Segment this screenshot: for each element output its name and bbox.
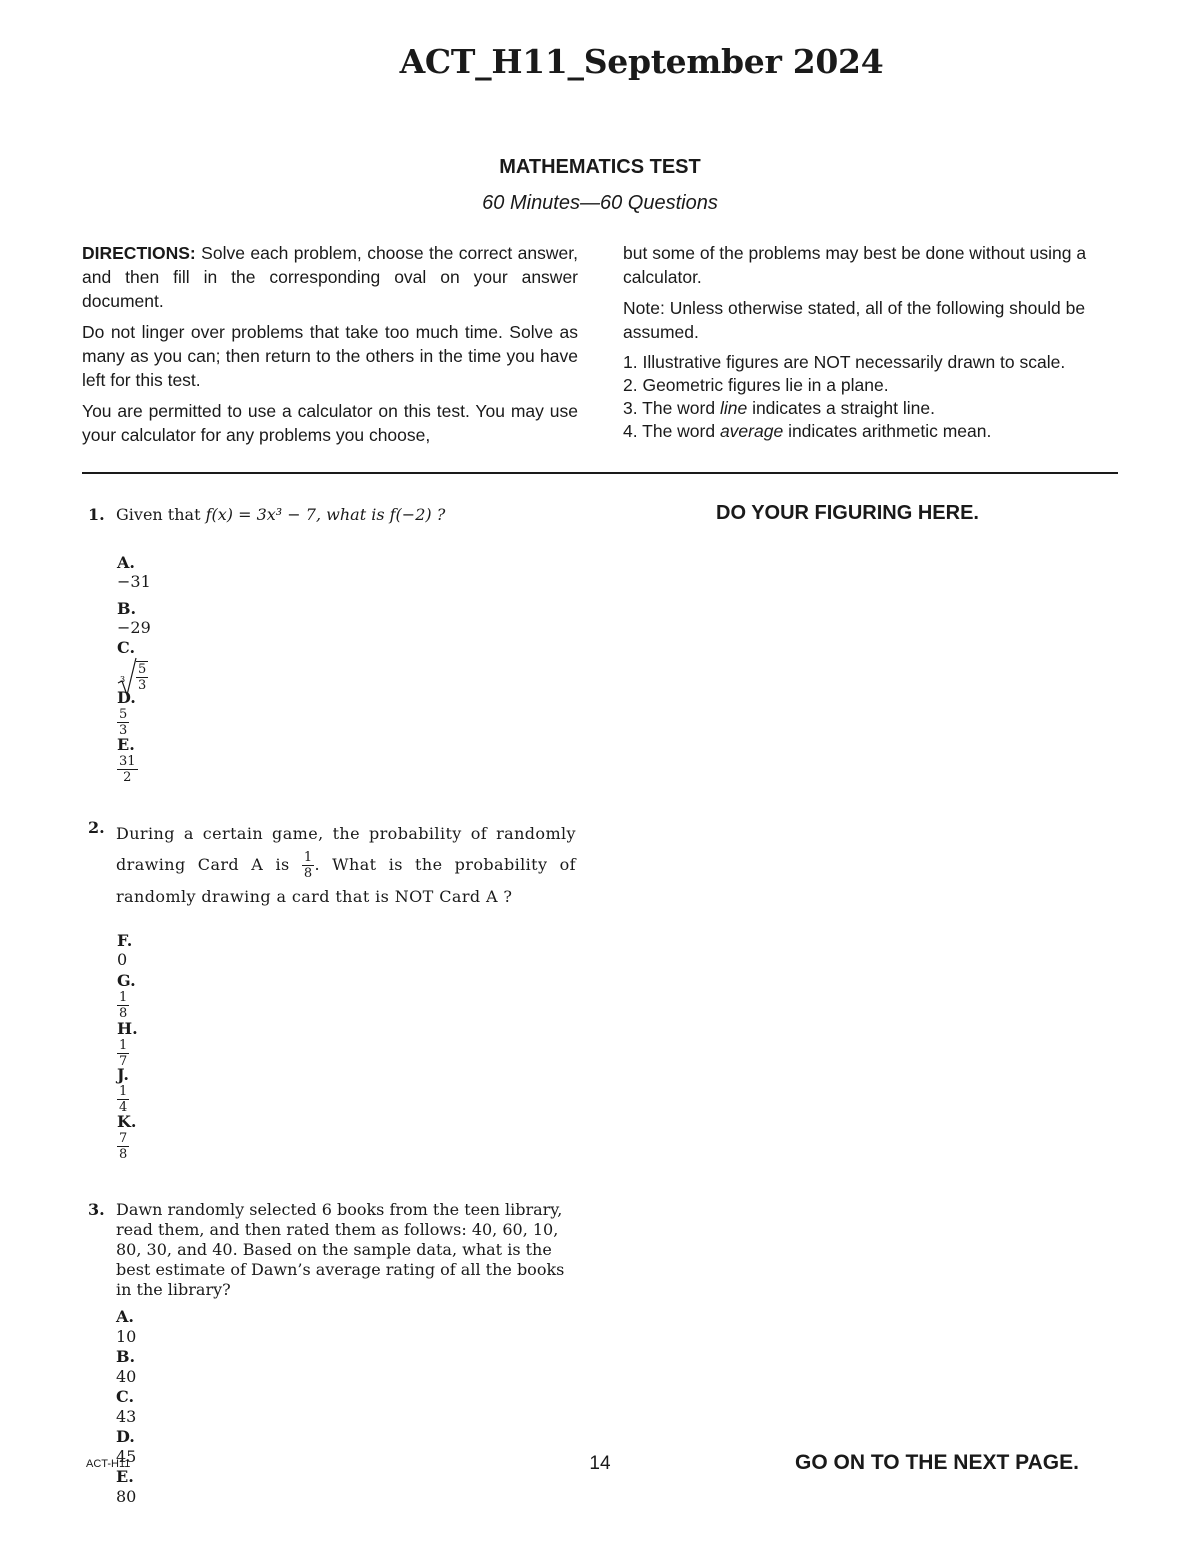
numerator: 1 [119,1084,128,1099]
option-value: 10 [116,1327,137,1346]
option-label: C. [116,1387,135,1406]
question-number: 1. [88,505,105,524]
note-item-4 [623,420,1119,443]
numerator: 31 [119,754,136,769]
directions-text: Solve each problem, choose the correct answer, and then fill in the corresponding oval on your answer document. [82,243,578,311]
option-label: H. [117,1019,138,1038]
question-text [116,505,445,524]
option-f[interactable] [117,931,155,969]
denominator: 3 [119,723,128,738]
page-number: 14 [589,1453,611,1474]
note-3-em: line [719,398,748,418]
option-c[interactable] [116,1387,143,1427]
section-divider [82,472,1118,474]
option-g[interactable] [117,970,155,1021]
denominator: 8 [119,1147,128,1162]
option-label: E. [117,735,135,754]
option-label: A. [116,1307,134,1326]
option-a[interactable] [117,553,155,591]
option-label: K. [117,1112,137,1131]
directions-right-column [623,241,1119,443]
note-4-em: average [719,421,784,441]
denominator: 7 [119,1054,128,1069]
option-label: C. [117,638,136,657]
option-label: D. [117,688,136,707]
option-label: D. [116,1427,135,1446]
note-item-3 [623,397,1119,420]
question-text-pre: Given that [116,505,206,524]
question-text-pre: During a certain game, the probability of randomly drawing Card A is [116,824,576,874]
option-label: E. [116,1467,134,1486]
test-title: MATHEMATICS TEST [499,156,701,178]
option-value: 80 [116,1487,137,1506]
option-b[interactable] [116,1347,143,1387]
option-value: 43 [116,1407,137,1426]
directions-left-column [82,241,578,454]
denominator: 3 [138,678,147,693]
note-4-post: indicates arithmetic mean. [783,421,992,441]
directions-paragraph-3: You are permitted to use a calculator on this test. You may use your calculator for any problems you choose, [82,401,578,445]
directions-label: DIRECTIONS: [82,243,196,263]
option-value: 45 [116,1447,137,1466]
question-math: f(x) = 3x³ − 7, what is f(−2) ? [205,505,446,524]
note-3-post: indicates a straight line. [747,398,935,418]
option-b[interactable] [117,599,155,637]
option-label: F. [117,931,133,950]
option-j[interactable] [117,1064,155,1115]
denominator: 2 [123,770,132,785]
fraction [117,1131,129,1162]
directions-paragraph-4: but some of the problems may best be done without using a calculator. [623,243,1087,287]
directions-paragraph-2: Do not linger over problems that take too much time. Solve as many as you can; then return to the others in the time you have left for this test. [82,322,578,390]
question-number: 3. [88,1200,105,1219]
footer-form-code: ACT-H11 [86,1458,131,1470]
option-list [116,1307,143,1507]
note-4-pre: 4. The word [623,421,720,441]
question-text: Dawn randomly selected 6 books from the teen library, read them, and then rated them as follows: 40, 60, 10, 80, 30, and 40. Based on the sample data, what is the best estimate of Dawn’s average rating of all the books in the library? [116,1200,565,1299]
option-value: −29 [117,618,151,637]
denominator: 4 [119,1100,128,1115]
option-a[interactable] [116,1307,143,1347]
option-value: 0 [117,950,128,969]
note-item-1: 1. Illustrative figures are NOT necessarily drawn to scale. [623,352,1066,372]
option-label: J. [117,1065,129,1084]
fraction [117,754,138,785]
numerator: 5 [138,662,147,677]
option-d[interactable] [117,687,155,738]
option-label: A. [117,553,135,572]
directions-note: Note: Unless otherwise stated, all of the following should be assumed. [623,298,1086,342]
directions-paragraph-1 [82,241,578,313]
numerator: 1 [119,1038,128,1053]
root-index: 3 [120,675,126,684]
test-subtitle: 60 Minutes—60 Questions [482,192,718,214]
question-number: 2. [88,818,105,837]
numerator: 1 [119,990,128,1005]
option-e[interactable] [117,734,155,785]
option-label: B. [117,599,137,618]
fraction [117,990,129,1021]
option-h[interactable] [117,1018,155,1069]
option-label: G. [117,971,136,990]
question-2 [88,818,577,1162]
note-item-2: 2. Geometric figures lie in a plane. [623,375,889,395]
fraction [302,850,315,881]
question-text-post: . What is the probability of randomly drawing a card that is NOT Card A ? [116,855,577,906]
option-value: 40 [116,1367,137,1386]
figuring-label: DO YOUR FIGURING HERE. [716,502,979,524]
option-label: B. [116,1347,136,1366]
denominator: 8 [119,1006,128,1021]
note-3-pre: 3. The word [623,398,720,418]
option-value: −31 [117,572,151,591]
next-page-notice: GO ON TO THE NEXT PAGE. [795,1451,1079,1474]
numerator: 7 [119,1131,128,1146]
note-list [623,351,1119,443]
numerator: 1 [303,850,313,865]
question-text [116,818,576,912]
numerator: 5 [119,707,128,722]
option-k[interactable] [117,1111,155,1162]
question-1 [88,505,446,785]
denominator: 8 [303,866,313,881]
document-title: ACT_H11_September 2024 [399,42,884,81]
